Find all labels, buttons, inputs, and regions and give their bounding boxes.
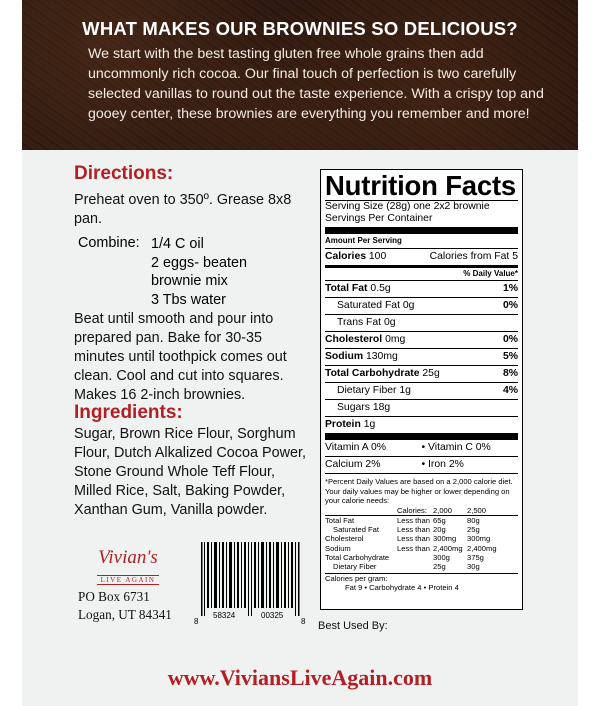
calories-row [325, 249, 518, 268]
dv-table-cell: Less than [397, 515, 430, 525]
dv-table-header: Calories: 2,000 2,500 [325, 506, 518, 516]
nutrition-facts [320, 169, 523, 610]
calories-from-fat: Calories from Fat 5 [429, 251, 518, 262]
calories-per-gram-values: Fat 9 • Carbohydrate 4 • Protein 4 [345, 583, 459, 593]
nutrient-dv: 5% [502, 351, 518, 362]
vitamin-a: Vitamin A 0% [325, 442, 387, 453]
nutrient-row [325, 298, 518, 315]
combine-label: Combine: [78, 235, 140, 251]
protein-row [325, 417, 518, 440]
nutrient-row [325, 332, 518, 349]
nutrient-dv: 8% [502, 368, 518, 379]
barcode-group2: 00325 [261, 611, 284, 620]
best-used-by: Best Used By: [318, 620, 388, 632]
brand-logo [78, 547, 178, 587]
nutrient-amount: 1g [399, 385, 411, 396]
brand-tagline: LIVE AGAIN [97, 575, 160, 585]
nutrient-dv: 0% [502, 300, 518, 311]
dv-table-cell: 375g [467, 552, 484, 562]
nutrient-row [325, 349, 518, 366]
nutrient-amount: 0g [402, 300, 415, 311]
barcode-first-digit: 8 [194, 617, 199, 626]
servings-per-container: Servings Per Container [325, 213, 518, 234]
combine-item: 1/4 C oil [151, 236, 204, 252]
dv-table-cell [397, 562, 433, 571]
dv-table-row [325, 553, 518, 562]
hero-banner [22, 0, 578, 150]
dv-table-cell: Total Fat [325, 515, 355, 525]
dv-table-row [325, 534, 518, 543]
dv-table-cell: 2,400mg [433, 543, 463, 553]
dv-table [325, 516, 518, 574]
nutrient-rows [325, 281, 518, 417]
dv-table-cell: 300mg [433, 534, 457, 544]
nutrient-label: Total Carbohydrate [325, 368, 420, 379]
address-line2: Logan, UT 84341 [78, 607, 172, 622]
calories-label: Calories [325, 251, 367, 262]
calcium: Calcium 2% [325, 459, 381, 470]
nutrient-dv: 0% [502, 334, 518, 345]
dv-table-cell: 80g [467, 515, 480, 525]
dv-table-cell: 30g [467, 562, 480, 572]
address [78, 588, 172, 624]
barcode [193, 540, 307, 626]
combine-list [151, 235, 247, 309]
nutrient-label: Saturated Fat [337, 300, 400, 311]
website-link[interactable]: www.ViviansLiveAgain.com [167, 665, 433, 690]
calories-per-gram: Calories per gram: [325, 573, 388, 583]
ingredients-text: Sugar, Brown Rice Flour, Sorghum Flour, Dutch Alkalized Cocoa Power, Stone Ground Whole Teff Flour, Milled Rice, Salt, Baking Powder, Xanthan Gum, Vanilla powder. [74, 426, 306, 518]
protein-label: Protein [325, 419, 361, 430]
dv-table-cell: Cholesterol [325, 534, 364, 544]
nutrient-amount: 0.5g [370, 283, 391, 294]
nutrient-label: Dietary Fiber [337, 385, 397, 396]
nutrient-label: Trans Fat [337, 317, 382, 328]
dv-table-cell: 25g [433, 562, 446, 572]
dv-table-cell: Sodium [325, 543, 351, 553]
directions-preheat: Preheat oven to 350º. Grease 8x8 pan. [74, 192, 292, 227]
nutrient-amount: 0mg [385, 334, 406, 345]
nutrient-amount: 0g [383, 317, 396, 328]
protein-amount: 1g [363, 419, 376, 430]
dv-table-cell: Saturated Fat [333, 525, 380, 535]
dv-table-cell: Less than [397, 534, 430, 544]
daily-value-header: % Daily Value* [325, 268, 518, 281]
iron: • Iron 2% [421, 459, 464, 470]
directions-title: Directions: [74, 163, 174, 184]
combine-item: brownie mix [151, 273, 228, 289]
hero-title: WHAT MAKES OUR BROWNIES SO DELICIOUS? [82, 18, 518, 39]
dv-table-row [325, 544, 518, 553]
ingredients-title: Ingredients: [74, 402, 183, 423]
dv-table-cell: Less than [397, 543, 430, 553]
barcode-bars [193, 540, 307, 626]
nutrient-label: Cholesterol [325, 334, 383, 345]
dv-table-cell: Dietary Fiber [333, 562, 377, 572]
nutrient-row [325, 281, 518, 298]
serving-size: Serving Size (28g) one 2x2 brownie [325, 201, 490, 212]
dv-table-cell: Less than [397, 525, 430, 535]
dv-table-cell: 2,400mg [467, 543, 497, 553]
hero-body: We start with the best tasting gluten free whole grains then add uncommonly rich cocoa. Our final touch of perfection is two carefully selected vanillas to round out the taste experience. With a crispy top and gooey center, these brownies are everything you remember and more! [88, 46, 544, 122]
dv-table-cell: 300mg [467, 534, 491, 544]
address-line1: PO Box 6731 [78, 589, 150, 604]
nutrient-row [325, 383, 518, 400]
combine-item: 3 Tbs water [151, 291, 226, 308]
dv-table-cell: 300g [433, 552, 450, 562]
nutrient-label: Total Fat [325, 283, 368, 294]
nutrient-label: Sugars [337, 402, 370, 413]
nutrient-amount: 130mg [366, 351, 398, 362]
dv-table-cell: 25g [467, 525, 480, 535]
dv-table-cell: 20g [433, 525, 446, 535]
dv-table-cell [397, 553, 433, 562]
brand-name: Vivian's [98, 547, 158, 568]
nutrient-amount: 25g [422, 368, 440, 379]
nutrient-row [325, 366, 518, 383]
barcode-last-digit: 8 [301, 617, 306, 626]
barcode-group1: 58324 [213, 611, 236, 620]
dv-table-cell: 65g [433, 515, 446, 525]
nutrition-title: Nutrition Facts [325, 170, 517, 201]
nutrient-dv: 4% [502, 385, 518, 396]
nutrient-dv: 1% [502, 283, 518, 294]
nutrient-row [325, 400, 518, 417]
minerals-row [325, 457, 518, 474]
dv-table-cell: Total Carbohydrate [325, 552, 390, 562]
amount-per-serving: Amount Per Serving [325, 234, 518, 249]
dv-table-row [325, 525, 518, 534]
vitamins-row [325, 440, 518, 457]
dv-footnote: *Percent Daily Values are based on a 2,000 calorie diet. Your daily values may be higher or lower depending on your calorie needs: [325, 477, 513, 505]
nutrient-label: Sodium [325, 351, 364, 362]
dv-table-row [325, 562, 518, 571]
dv-table-row [325, 516, 518, 525]
calories-value: 100 [368, 251, 387, 262]
vitamin-c: • Vitamin C 0% [421, 442, 491, 453]
directions-beat: Beat until smooth and pour into prepared pan. Bake for 30-35 minutes until toothpick comes out clean. Cool and cut into squares. Makes 16 2-inch brownies. [74, 311, 287, 403]
combine-item: 2 eggs- beaten [151, 254, 248, 271]
nutrient-row [325, 315, 518, 332]
nutrient-amount: 18g [372, 402, 391, 413]
